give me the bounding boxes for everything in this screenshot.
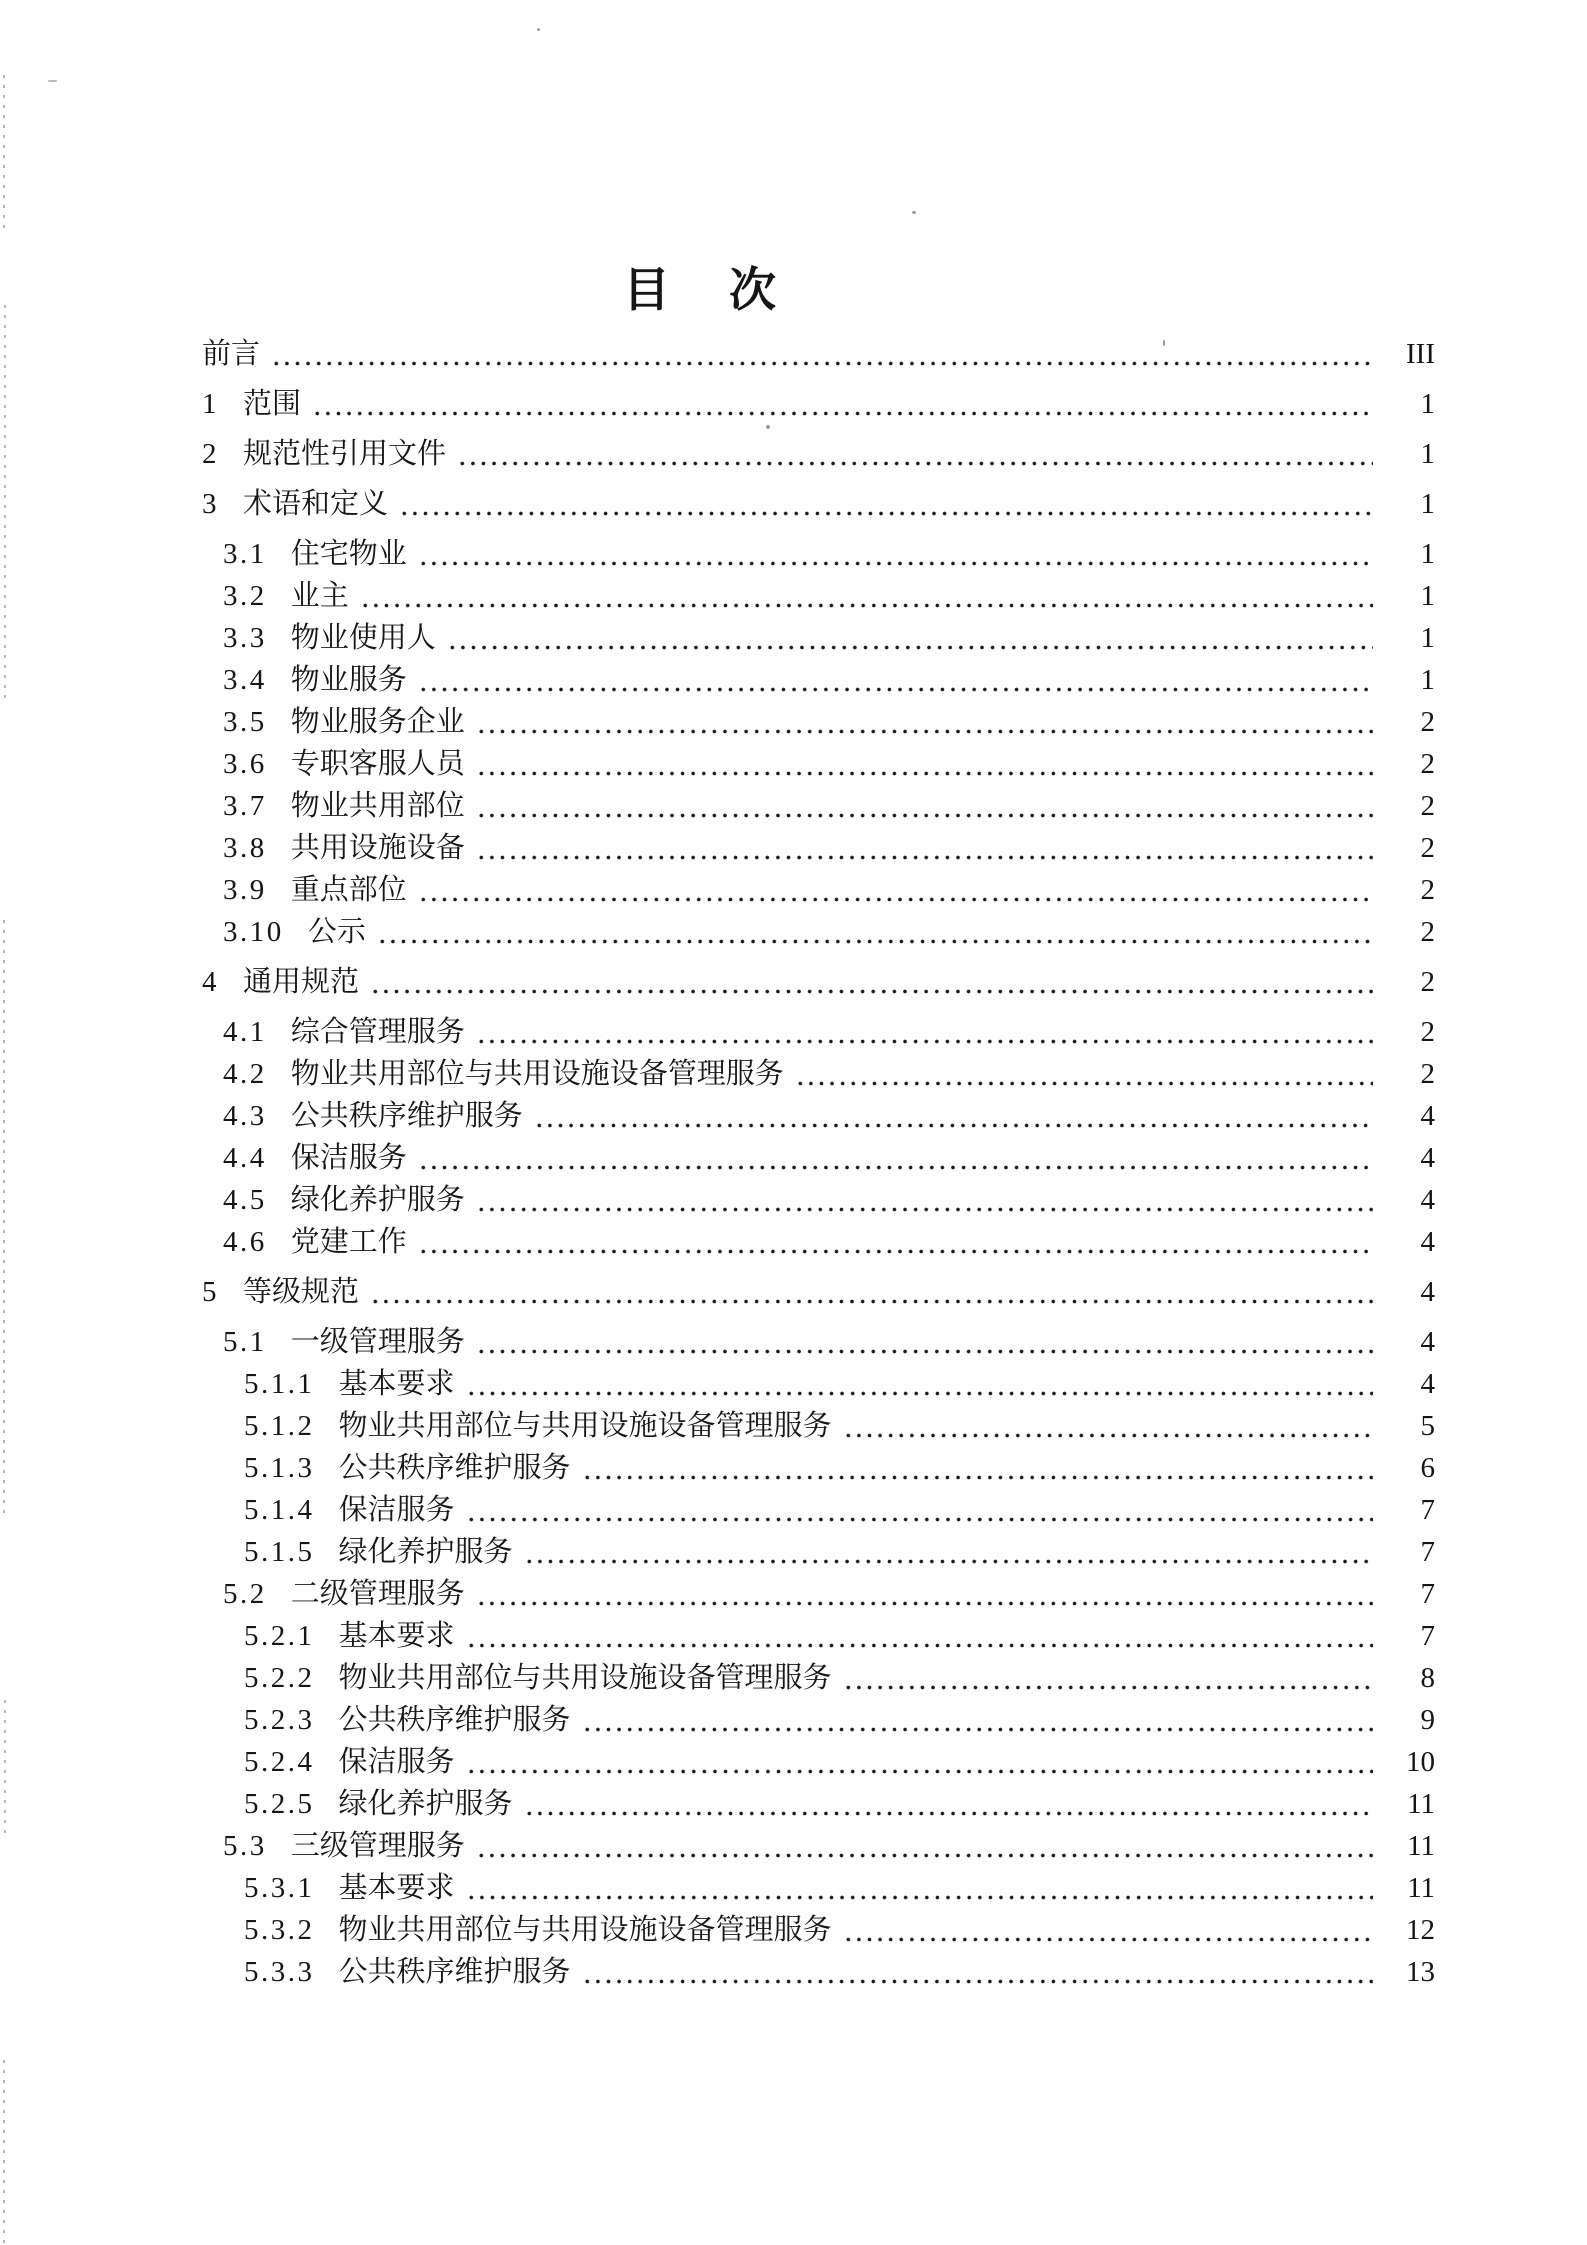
toc-entry-label: 党建工作	[290, 1226, 407, 1258]
toc-entry-page: 4	[1420, 1326, 1435, 1358]
toc-entry-label: 绿化养护服务	[338, 1788, 513, 1820]
toc-entry-label: 基本要求	[338, 1620, 455, 1652]
toc-entry-number: 4.2	[223, 1058, 267, 1090]
toc-entry-label: 物业使用人	[290, 622, 436, 654]
dot-leader	[474, 785, 1373, 827]
toc-entry-label: 物业共用部位与共用设施设备管理服务	[290, 1058, 784, 1090]
dot-leader	[474, 1179, 1373, 1221]
toc-entry-label: 公共秩序维护服务	[338, 1452, 571, 1484]
toc-entry-number: 5.3.1	[244, 1872, 315, 1904]
toc-entry-page: 1	[1420, 388, 1435, 420]
toc-entry-label: 三级管理服务	[290, 1830, 465, 1862]
toc-entry-label: 公共秩序维护服务	[338, 1956, 571, 1988]
toc-entry-label: 保洁服务	[338, 1746, 455, 1778]
toc-entry-number: 2	[202, 438, 219, 470]
toc-entry	[202, 1221, 1435, 1263]
page-title: 目 次	[622, 263, 779, 316]
toc-entry-number: 4.5	[223, 1184, 267, 1216]
toc-entry	[202, 827, 1435, 869]
toc-entry-label: 术语和定义	[243, 488, 389, 520]
toc-entry	[202, 1699, 1435, 1741]
dot-leader	[416, 533, 1373, 575]
scan-artifact	[4, 305, 6, 705]
dot-leader	[416, 869, 1373, 911]
toc-entry	[202, 869, 1435, 911]
toc-entry-page: 4	[1420, 1226, 1435, 1258]
dot-leader	[474, 743, 1373, 785]
dot-leader	[464, 1615, 1373, 1657]
toc-entry	[202, 1405, 1435, 1447]
toc-entry-number: 3.5	[223, 706, 267, 738]
dot-leader	[580, 1447, 1373, 1489]
toc-entry-page: 1	[1420, 664, 1435, 696]
toc-entry-page: 11	[1407, 1788, 1435, 1820]
toc-entry-page: 2	[1420, 1058, 1435, 1090]
toc-entry-label: 物业服务企业	[290, 706, 465, 738]
toc-entry-label: 绿化养护服务	[290, 1184, 465, 1216]
dot-leader	[532, 1095, 1373, 1137]
toc-entry-number: 5.2.3	[244, 1704, 315, 1736]
scan-artifact	[3, 2060, 5, 2245]
toc-entry-label: 公示	[307, 916, 366, 948]
toc-entry-number: 3.6	[223, 748, 267, 780]
dot-leader	[445, 617, 1373, 659]
toc-entry	[202, 1573, 1435, 1615]
toc-entry	[202, 1531, 1435, 1573]
toc-entry	[202, 1053, 1435, 1095]
toc-entry	[202, 1951, 1435, 1993]
toc-entry-label: 物业共用部位	[290, 790, 465, 822]
dot-leader	[375, 911, 1373, 953]
toc-entry-label: 等级规范	[243, 1276, 360, 1308]
scan-artifact	[4, 1700, 6, 1840]
scan-speck	[48, 80, 57, 82]
toc-entry-label: 保洁服务	[290, 1142, 407, 1174]
toc-entry	[202, 1657, 1435, 1699]
toc-entry-page: 7	[1420, 1494, 1435, 1526]
toc-entry-number: 3.3	[223, 622, 267, 654]
toc-entry-number: 5.1.2	[244, 1410, 315, 1442]
toc-entry-number: 3.4	[223, 664, 267, 696]
toc-entry-page: 11	[1407, 1830, 1435, 1862]
dot-leader	[455, 433, 1373, 475]
toc-entry-number: 4.6	[223, 1226, 267, 1258]
toc-entry-page: 8	[1420, 1662, 1435, 1694]
toc-entry-number: 3.7	[223, 790, 267, 822]
toc-entry	[202, 575, 1435, 617]
dot-leader	[841, 1657, 1373, 1699]
dot-leader	[464, 1867, 1373, 1909]
toc-entry	[202, 1447, 1435, 1489]
dot-leader	[269, 333, 1373, 375]
toc-entry-page: 5	[1420, 1410, 1435, 1442]
toc-entry	[202, 1271, 1435, 1313]
dot-leader	[464, 1489, 1373, 1531]
dot-leader	[793, 1053, 1373, 1095]
dot-leader	[416, 1221, 1373, 1263]
toc-entry	[202, 701, 1435, 743]
dot-leader	[310, 383, 1373, 425]
toc-entry-page: 7	[1420, 1536, 1435, 1568]
toc-entry-label: 绿化养护服务	[338, 1536, 513, 1568]
dot-leader	[368, 961, 1373, 1003]
toc-entry-page: 1	[1420, 622, 1435, 654]
toc-entry	[202, 333, 1435, 375]
toc-entry-number: 5.3.3	[244, 1956, 315, 1988]
toc-entry-page: 1	[1420, 438, 1435, 470]
toc-entry-page: 2	[1420, 916, 1435, 948]
dot-leader	[474, 1825, 1373, 1867]
toc-entry	[202, 1137, 1435, 1179]
toc-entry	[202, 1909, 1435, 1951]
toc-entry-number: 1	[202, 388, 219, 420]
toc-entry	[202, 961, 1435, 1003]
toc-entry-number: 5.3.2	[244, 1914, 315, 1946]
toc-entry-number: 5.2.2	[244, 1662, 315, 1694]
toc-entry-page: 4	[1420, 1276, 1435, 1308]
scan-speck	[912, 211, 916, 214]
toc-entry-number: 3.2	[223, 580, 267, 612]
toc-entry-label: 二级管理服务	[290, 1578, 465, 1610]
toc-entry-number: 3.8	[223, 832, 267, 864]
toc-entry-label: 规范性引用文件	[243, 438, 447, 470]
toc-entry-page: 4	[1420, 1184, 1435, 1216]
toc-entry	[202, 1615, 1435, 1657]
toc-entry-page: 1	[1420, 580, 1435, 612]
toc-entry-label: 共用设施设备	[290, 832, 465, 864]
dot-leader	[368, 1271, 1373, 1313]
scan-speck	[1163, 340, 1165, 346]
toc-entry-page: 1	[1420, 538, 1435, 570]
toc-entry-page: 11	[1407, 1872, 1435, 1904]
dot-leader	[464, 1363, 1373, 1405]
dot-leader	[522, 1783, 1373, 1825]
toc-entry-label: 物业服务	[290, 664, 407, 696]
toc-list	[202, 333, 1435, 1993]
scan-artifact	[3, 75, 5, 235]
dot-leader	[358, 575, 1373, 617]
dot-leader	[580, 1699, 1373, 1741]
toc-entry-number: 3.9	[223, 874, 267, 906]
toc-entry	[202, 1741, 1435, 1783]
toc-entry	[202, 483, 1435, 525]
toc-entry-label: 业主	[290, 580, 349, 612]
toc-entry	[202, 1867, 1435, 1909]
dot-leader	[397, 483, 1373, 525]
toc-entry	[202, 743, 1435, 785]
toc-entry-label: 范围	[243, 388, 302, 420]
dot-leader	[841, 1909, 1373, 1951]
dot-leader	[841, 1405, 1373, 1447]
toc-entry-label: 专职客服人员	[290, 748, 465, 780]
toc-entry-page: 4	[1420, 1368, 1435, 1400]
toc-entry-label: 通用规范	[243, 966, 360, 998]
dot-leader	[474, 701, 1373, 743]
toc-entry-page: 9	[1420, 1704, 1435, 1736]
toc-entry-page: 7	[1420, 1620, 1435, 1652]
toc-entry	[202, 1783, 1435, 1825]
toc-entry-page: 4	[1420, 1100, 1435, 1132]
toc-entry-page: 2	[1420, 748, 1435, 780]
toc-entry	[202, 1825, 1435, 1867]
toc-entry	[202, 383, 1435, 425]
toc-entry-number: 5.2.1	[244, 1620, 315, 1652]
toc-entry-label: 前言	[202, 338, 261, 370]
scan-speck	[537, 28, 540, 31]
toc-entry-page: 7	[1420, 1578, 1435, 1610]
dot-leader	[580, 1951, 1373, 1993]
scan-speck	[766, 425, 770, 429]
toc-entry-number: 5.1.4	[244, 1494, 315, 1526]
dot-leader	[474, 1573, 1373, 1615]
toc-entry	[202, 911, 1435, 953]
dot-leader	[464, 1741, 1373, 1783]
toc-entry-page: 2	[1420, 790, 1435, 822]
toc-entry-number: 5.1.1	[244, 1368, 315, 1400]
toc-entry-page: 1	[1420, 488, 1435, 520]
toc-entry-number: 5.3	[223, 1830, 267, 1862]
toc-entry	[202, 617, 1435, 659]
toc-entry	[202, 659, 1435, 701]
toc-entry-page: 2	[1420, 706, 1435, 738]
toc-entry-label: 公共秩序维护服务	[338, 1704, 571, 1736]
toc-entry-label: 基本要求	[338, 1872, 455, 1904]
toc-entry	[202, 1179, 1435, 1221]
toc-entry-number: 5.1.3	[244, 1452, 315, 1484]
toc-entry-number: 5.1	[223, 1326, 267, 1358]
toc-entry-page: 10	[1406, 1746, 1435, 1778]
toc-entry-number: 5	[202, 1276, 219, 1308]
toc-entry-label: 住宅物业	[290, 538, 407, 570]
toc-entry-page: 2	[1420, 874, 1435, 906]
toc-entry-page: 2	[1420, 1016, 1435, 1048]
toc-entry-label: 重点部位	[290, 874, 407, 906]
toc-entry-page: 13	[1406, 1956, 1435, 1988]
toc-entry	[202, 1363, 1435, 1405]
dot-leader	[474, 827, 1373, 869]
toc-entry-number: 4.3	[223, 1100, 267, 1132]
toc-entry-page: 12	[1406, 1914, 1435, 1946]
toc-entry-number: 5.2.5	[244, 1788, 315, 1820]
toc-entry-number: 3.1	[223, 538, 267, 570]
toc-entry-label: 一级管理服务	[290, 1326, 465, 1358]
toc-entry-page: 2	[1420, 832, 1435, 864]
dot-leader	[416, 659, 1373, 701]
toc-entry-page: 4	[1420, 1142, 1435, 1174]
toc-entry-number: 5.1.5	[244, 1536, 315, 1568]
toc-entry-label: 物业共用部位与共用设施设备管理服务	[338, 1914, 832, 1946]
toc-entry	[202, 533, 1435, 575]
toc-entry-number: 3.10	[223, 916, 284, 948]
dot-leader	[474, 1321, 1373, 1363]
toc-entry	[202, 1011, 1435, 1053]
toc-entry-number: 4	[202, 966, 219, 998]
dot-leader	[474, 1011, 1373, 1053]
scan-artifact	[3, 920, 5, 1520]
toc-entry-number: 4.1	[223, 1016, 267, 1048]
toc-entry	[202, 433, 1435, 475]
toc-entry	[202, 1489, 1435, 1531]
toc-entry-label: 物业共用部位与共用设施设备管理服务	[338, 1662, 832, 1694]
toc-entry-number: 5.2	[223, 1578, 267, 1610]
toc-entry-label: 综合管理服务	[290, 1016, 465, 1048]
toc-entry-label: 基本要求	[338, 1368, 455, 1400]
toc-entry-number: 4.4	[223, 1142, 267, 1174]
toc-entry	[202, 785, 1435, 827]
toc-entry-number: 5.2.4	[244, 1746, 315, 1778]
toc-entry-page: 6	[1420, 1452, 1435, 1484]
toc-entry-page: 2	[1420, 966, 1435, 998]
toc-entry-page: III	[1406, 338, 1435, 370]
toc-entry-label: 公共秩序维护服务	[290, 1100, 523, 1132]
dot-leader	[416, 1137, 1373, 1179]
dot-leader	[522, 1531, 1373, 1573]
toc-entry-label: 物业共用部位与共用设施设备管理服务	[338, 1410, 832, 1442]
toc-entry-label: 保洁服务	[338, 1494, 455, 1526]
toc-entry	[202, 1095, 1435, 1137]
toc-entry	[202, 1321, 1435, 1363]
toc-entry-number: 3	[202, 488, 219, 520]
